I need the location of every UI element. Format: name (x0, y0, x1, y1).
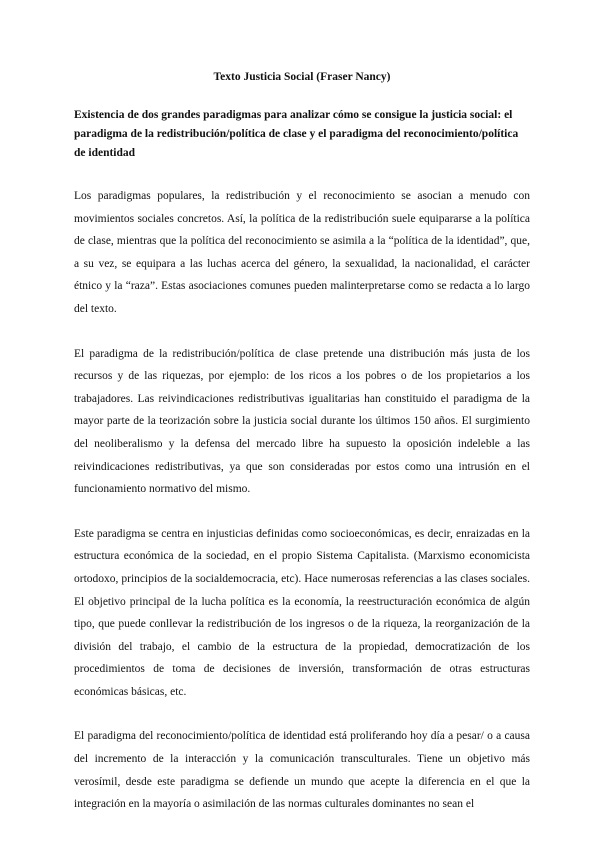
document-title: Texto Justicia Social (Fraser Nancy) (213, 71, 391, 83)
paragraph-3: Este paradigma se centra en injusticias definidas como socioeconómicas, es decir, enraizadas en la estructura económica de la sociedad, en el propio Sistema Capitalista. (Marxismo economicista ortodoxo, principios de la socialdemocracia, etc). Hace numerosas referencias a las clases sociales. El objetivo principal de la lucha política es la economía, la reestructuración económica de algún tipo, que puede conllevar la redistribución de los ingresos o de la riqueza, la reorganización de la división del trabajo, el cambio de la estructura de la propiedad, democratización de los procedimientos de toma de decisiones de inversión, transformación de otras estructuras económicas básicas, etc. (74, 527, 530, 698)
paragraph-2: El paradigma de la redistribución/política de clase pretende una distribución más justa de los recursos y de las riquezas, por ejemplo: de los ricos a los pobres o de los propietarios a los trabajadores. Las reivindicaciones redistributivas igualitarias han constituido el paradigma de la mayor parte de la teorización sobre la justicia social durante los últimos 150 años. El surgimiento del neoliberalismo y la defensa del mercado libre ha supuesto la oposición indeleble a las reivindicaciones redistributivas, ya que son consideradas por estos como una intrusión en el funcionamiento normativo del mismo. (74, 347, 530, 496)
paragraph-1: Los paradigmas populares, la redistribución y el reconocimiento se asocian a menudo con movimientos sociales concretos. Así, la política de la redistribución suele equipararse a la política de clase, mientras que la política del reconocimiento se asimila a la “política de la identidad”, que, a su vez, se equipara a las luchas acerca del género, la sexualidad, la nacionalidad, el carácter étnico y la “raza”. Estas asociaciones comunes pueden malinterpretarse como se redacta a lo largo del texto. (74, 190, 530, 315)
document-subtitle: Existencia de dos grandes paradigmas para analizar cómo se consigue la justicia social: el paradigma de la redistribución/política de clase y el paradigma del reconocimiento/política de identidad (74, 109, 519, 159)
document-body (74, 68, 530, 838)
paragraph-4: El paradigma del reconocimiento/política de identidad está proliferando hoy día a pesar/ o a causa del incremento de la interacción y la comunicación transculturales. Tiene un objetivo más verosímil, desde este paradigma se defiende un mundo que acepte la diferencia en el que la integración en la mayoría o asimilación de las normas culturales dominantes no sean el (74, 730, 530, 811)
